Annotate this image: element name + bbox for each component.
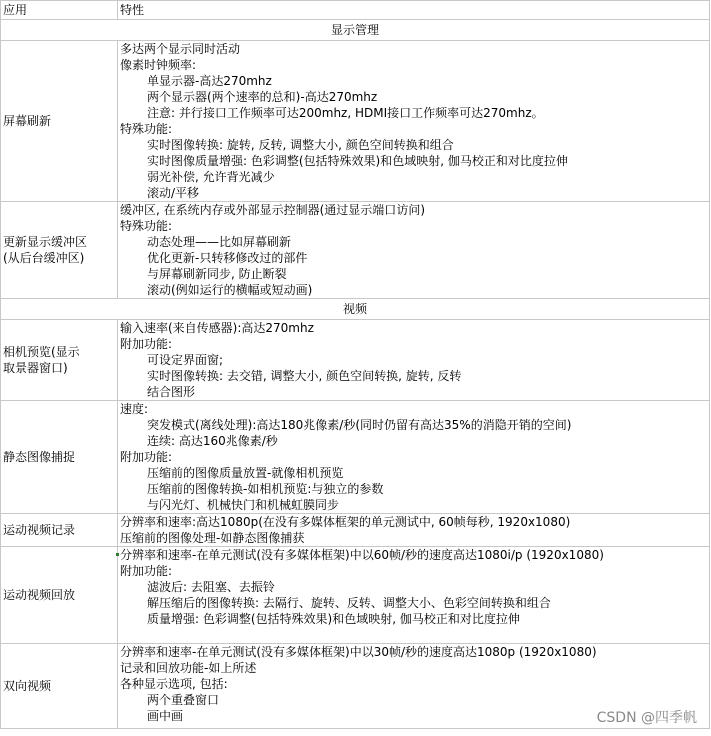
feature-line: 滚动(例如运行的横幅或短动画) [147,283,313,297]
app-name: 静态图像捕捉 [3,450,76,464]
feature-line: 特殊功能: [120,219,173,233]
app-cell [1,644,118,729]
watermark: CSDN @四季帆 [596,710,697,726]
feature-line: 实时图像转换: 去交错, 调整大小, 颜色空间转换, 旋转, 反转 [147,369,462,383]
feature-line: 实时图像质量增强: 色彩调整(包括特殊效果)和色域映射, 伽马校正和对比度拉伸 [147,154,568,168]
table-row [1,547,710,644]
header-feature: 特性 [118,1,710,20]
app-name-line2: 取景器窗口) [3,361,68,375]
feature-line: 附加功能: [120,564,173,578]
feature-line: 解压缩后的图像转换: 去隔行、旋转、反转、调整大小、色彩空间转换和组合 [147,596,551,610]
feature-line: 连续: 高达160兆像素/秒 [147,434,278,448]
feature-line: 缓冲区, 在系统内存或外部显示控制器(通过显示端口访问) [120,203,425,217]
section-row-video [1,299,710,320]
app-cell [1,547,118,644]
feature-line: 弱光补偿, 允许背光减少 [147,170,275,184]
feature-line: 可设定界面窗; [147,353,224,367]
table-row [1,401,710,514]
feature-cell [118,41,710,202]
feature-line: 速度: [120,402,149,416]
app-cell [1,401,118,514]
table-row [1,320,710,401]
feature-line: 压缩前的图像质量放置-就像相机预览 [147,466,344,480]
feature-line: 附加功能: [120,337,173,351]
feature-line: 像素时钟频率: [120,58,197,72]
feature-line: 与屏幕刷新同步, 防止断裂 [147,267,287,281]
feature-line: 记录和回放功能-如上所述 [120,661,257,675]
feature-line: 分辨率和速率:高达1080p(在没有多媒体框架的单元测试中, 60帧每秒, 1920x1080) [120,515,571,529]
header-app: 应用 [1,1,118,20]
feature-line: 两个显示器(两个速率的总和)-高达270mhz [147,90,378,104]
feature-cell [118,401,710,514]
feature-line: 结合图形 [147,385,196,399]
table-row [1,514,710,547]
section-row-display [1,20,710,41]
feature-line: 各种显示选项, 包括: [120,677,228,691]
cell-comment-marker [116,553,119,556]
feature-line: 画中画 [147,709,184,723]
feature-line: 分辨率和速率-在单元测试(没有多媒体框架)中以30帧/秒的速度高达1080p (1920x1080) [120,645,597,659]
feature-line: 动态处理——比如屏幕刷新 [147,235,292,249]
feature-line: 分辨率和速率-在单元测试(没有多媒体框架)中以60帧/秒的速度高达1080i/p (1920x1080) [120,548,604,562]
app-name-line2: (从后台缓冲区) [3,251,85,265]
feature-line: 突发模式(离线处理):高达180兆像素/秒(同时仍留有高达35%的消隐开销的空间) [147,418,572,432]
app-cell [1,320,118,401]
app-name: 双向视频 [3,679,52,693]
feature-cell [118,320,710,401]
feature-line: 特殊功能: [120,122,173,136]
feature-line: 两个重叠窗口 [147,693,220,707]
feature-line: 优化更新-只转移修改过的部件 [147,251,308,265]
feature-line: 附加功能: [120,450,173,464]
feature-line: 单显示器-高达270mhz [147,74,272,88]
feature-line: 质量增强: 色彩调整(包括特殊效果)和色域映射, 伽马校正和对比度拉伸 [147,612,520,626]
feature-cell [118,547,710,644]
app-cell [1,202,118,299]
feature-line: 压缩前的图像转换-如相机预览:与独立的参数 [147,482,384,496]
app-name: 更新显示缓冲区 [3,235,88,249]
feature-line: 多达两个显示同时活动 [120,42,241,56]
table-row [1,202,710,299]
feature-line: 输入速率(来自传感器):高达270mhz [120,321,314,335]
section-title-display: 显示管理 [1,20,710,41]
feature-line: 滚动/平移 [147,186,200,200]
app-name: 运动视频记录 [3,523,76,537]
app-name: 相机预览(显示 [3,345,80,359]
feature-cell [118,202,710,299]
app-cell [1,41,118,202]
feature-line: 注意: 并行接口工作频率可达200mhz, HDMI接口工作频率可达270mhz。 [147,106,544,120]
app-name: 屏幕刷新 [3,114,52,128]
feature-line: 与闪光灯、机械快门和机械虹膜同步 [147,498,340,512]
app-cell [1,514,118,547]
table-header-row [1,1,710,20]
section-title-video: 视频 [1,299,710,320]
feature-line: 压缩前的图像处理-如静态图像捕获 [120,531,305,545]
table-row [1,41,710,202]
feature-line: 滤波后: 去阻塞、去振铃 [147,580,275,594]
feature-line: 实时图像转换: 旋转, 反转, 调整大小, 颜色空间转换和组合 [147,138,454,152]
feature-cell [118,514,710,547]
app-name: 运动视频回放 [3,588,76,602]
